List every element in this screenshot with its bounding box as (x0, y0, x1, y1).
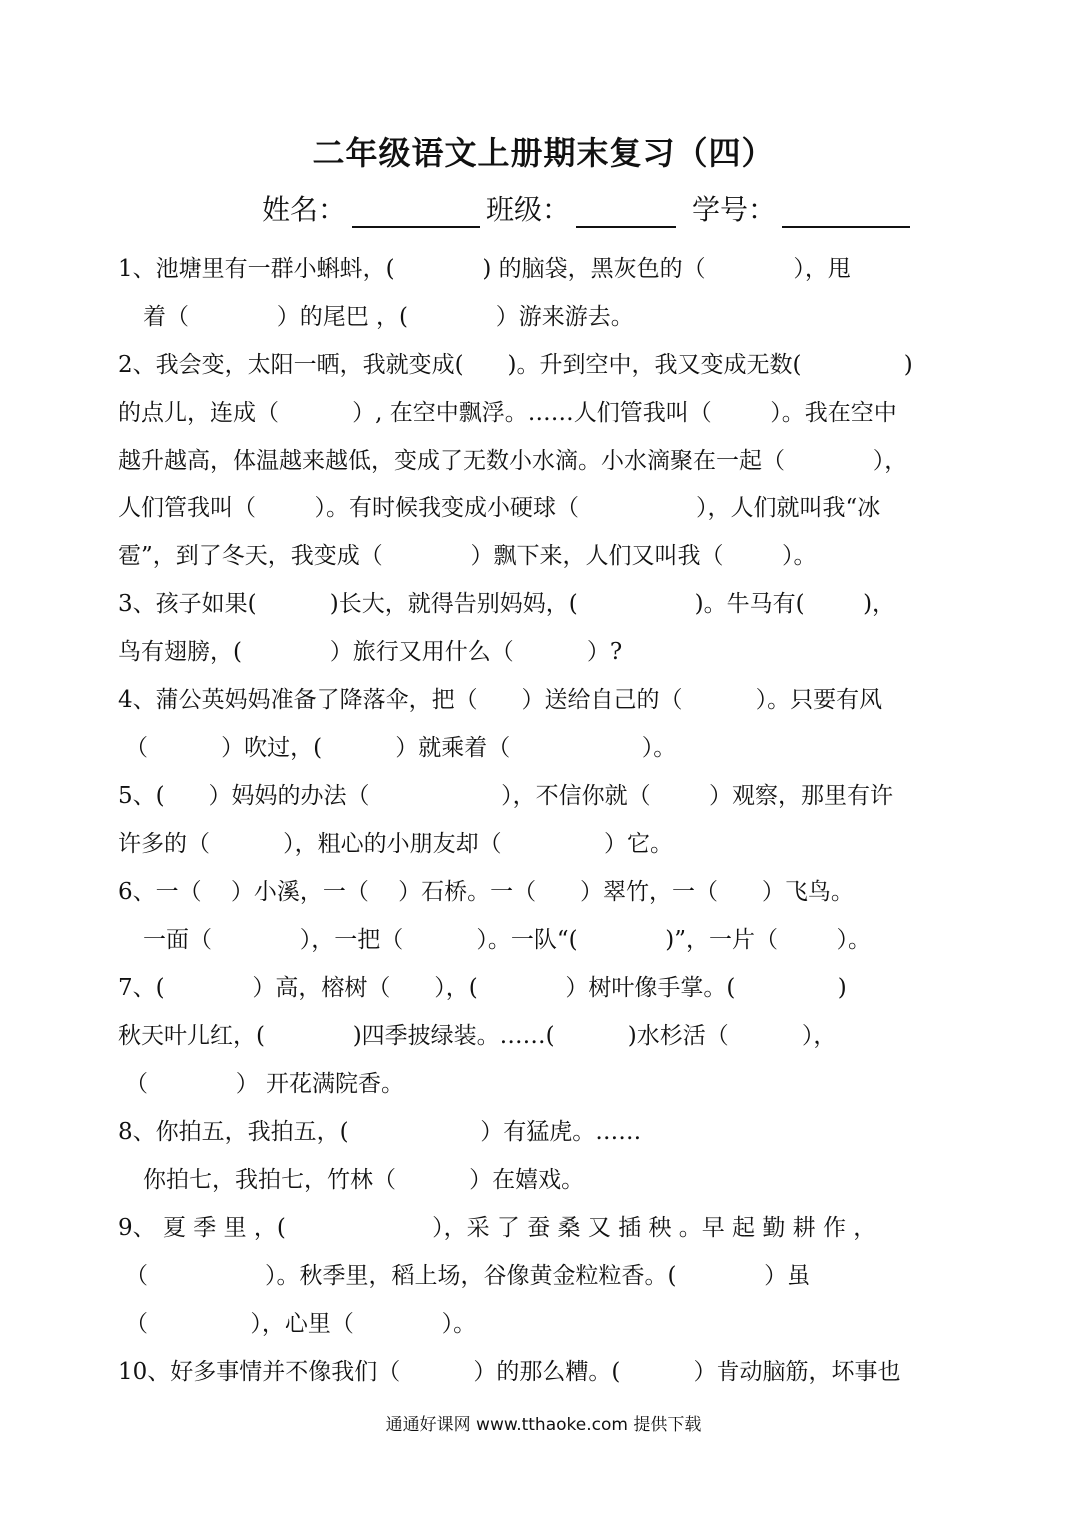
question-line: 4、蒲公英妈妈准备了降落伞，把（ ）送给自己的（ ）。只要有风 (118, 687, 883, 713)
question-line: 2、我会变，太阳一晒，我就变成( )。升到空中，我又变成无数( ) (118, 352, 913, 378)
class-blank[interactable] (576, 196, 676, 228)
number-blank[interactable] (782, 196, 910, 228)
question-line: 一面（ ），一把（ ）。一队“( )”，一片（ ）。 (143, 927, 872, 953)
question-line: （ ） 开花满院香。 (125, 1071, 405, 1097)
name-label: 姓名： (262, 193, 347, 226)
question-line: 鸟有翅膀，( ）旅行又用什么（ ）? (118, 639, 623, 665)
name-blank[interactable] (352, 196, 480, 228)
question-line: 越升越高，体温越来越低，变成了无数小水滴。小水滴聚在一起（ ）， (118, 448, 908, 474)
number-label: 学号： (692, 193, 777, 226)
question-line: 9、 夏 季 里 ，( ），采 了 蚕 桑 又 插 秧 。早 起 勤 耕 作 ， (118, 1215, 877, 1241)
footer-source: 通通好课网 www.tthaoke.com 提供下载 (385, 1415, 702, 1435)
question-line: 5、( ）妈妈的办法（ ），不信你就（ ）观察，那里有许 (118, 783, 894, 809)
question-line: 秋天叶儿红，( )四季披绿装。……( )水杉活（ ）， (118, 1023, 837, 1049)
page-title: 二年级语文上册期末复习（四） (312, 134, 775, 172)
question-line: 8、你拍五，我拍五，( ）有猛虎。…… (118, 1119, 642, 1145)
question-line: 3、孩子如果( )长大，就得告别妈妈，( )。牛马有( )， (118, 591, 896, 617)
question-line: 1、池塘里有一群小蝌蚪，( ) 的脑袋，黑灰色的（ ），甩 (118, 256, 851, 282)
student-info-row (262, 188, 916, 228)
question-line: 雹”，到了冬天，我变成（ ）飘下来，人们又叫我（ ）。 (118, 543, 817, 569)
class-label: 班级： (486, 193, 571, 226)
question-line: （ ）。秋季里，稻上场，谷像黄金粒粒香。( ）虽 (125, 1263, 811, 1289)
question-line: 6、一（ ）小溪，一（ ）石桥。一（ ）翠竹，一（ ）飞鸟。 (118, 879, 854, 905)
question-line: 着（ ）的尾巴 ，( ）游来游去。 (143, 304, 634, 330)
question-line: 10、好多事情并不像我们（ ）的那么糟。( ）肯动脑筋，坏事也 (118, 1359, 901, 1385)
question-line: 的点儿，连成（ ）, 在空中飘浮。……人们管我叫（ ）。我在空中 (118, 400, 897, 426)
question-line: （ ），心里（ ）。 (125, 1311, 477, 1337)
question-line: 人们管我叫（ ）。有时候我变成小硬球（ ），人们就叫我“冰 (118, 495, 881, 521)
question-line: （ ）吹过，( ）就乘着（ ）。 (125, 735, 677, 761)
question-line: 7、( ）高，榕树（ ），( ）树叶像手掌。( ) (118, 975, 847, 1001)
question-line: 许多的（ ），粗心的小朋友却（ ）它。 (118, 831, 673, 857)
question-line: 你拍七，我拍七，竹林（ ）在嬉戏。 (143, 1167, 585, 1193)
